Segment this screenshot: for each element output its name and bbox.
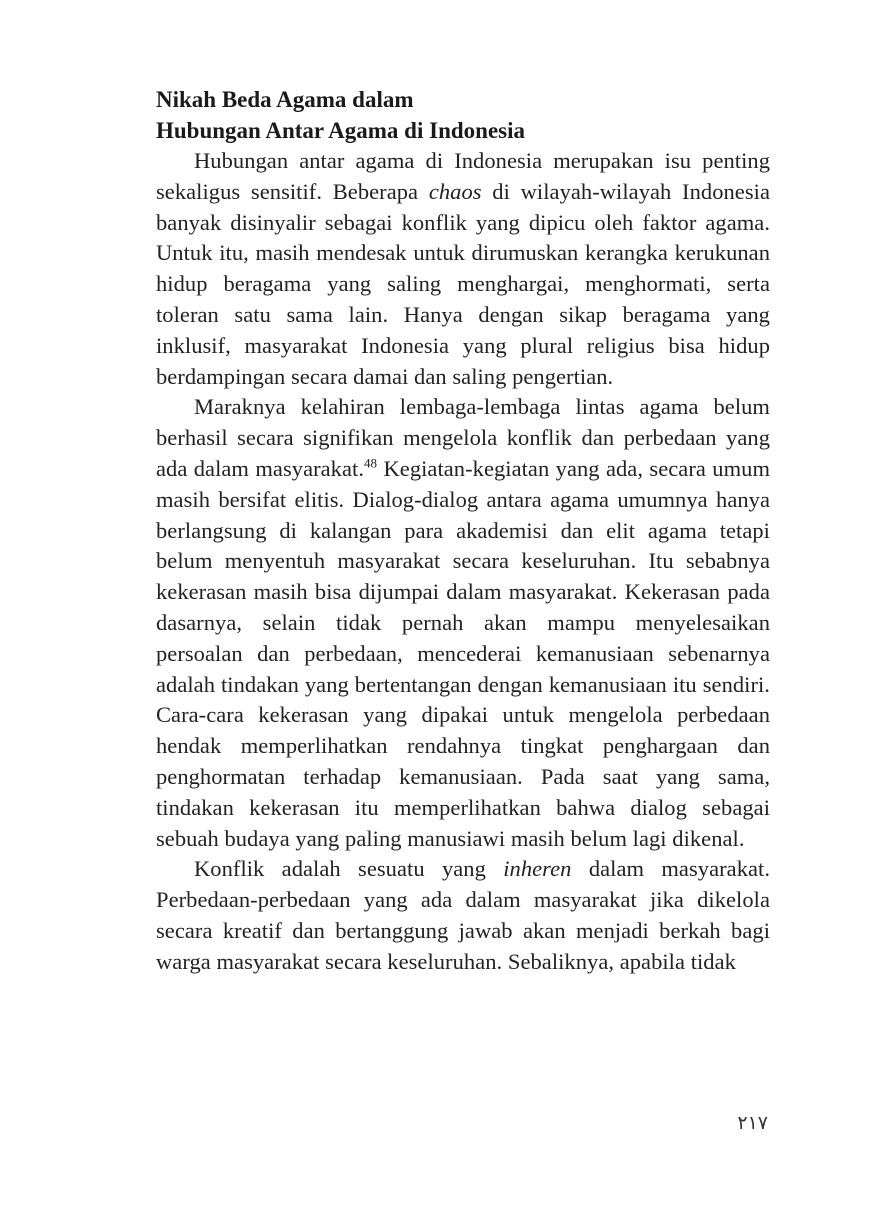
paragraph-1-text-b: di wilayah-wilayah Indonesia banyak disinyalir sebagai konflik yang dipicu oleh faktor agama. Untuk itu, masih mendesak untuk dirumuskan kerangka kerukunan hidup beragama yang saling menghargai, menghormati, serta toleran satu sama lain. Hanya dengan sikap beragama yang inklusif, masyarakat Indonesia yang plural religius bisa hidup berdampingan secara damai dan saling pengertian. xyxy=(156,178,770,389)
paragraph-3-text-a: Konflik adalah sesuatu yang xyxy=(194,856,504,882)
paragraph-1-italic-term: chaos xyxy=(428,178,482,204)
paragraph-2-text-a: Maraknya kelahiran lembaga-lembaga lintas agama belum berhasil secara signifikan mengelola konflik dan perbedaan yang ada dalam masyarakat. xyxy=(156,394,770,481)
paragraph-2 xyxy=(156,392,770,854)
paragraph-1 xyxy=(156,146,770,392)
paragraph-3-text-b: dalam masyarakat. Perbedaan-perbedaan yang ada dalam masyarakat jika dikelola secara kreatif dan bertanggung jawab akan menjadi berkah bagi warga masyarakat secara keseluruhan. Sebaliknya, apabila tidak xyxy=(156,856,771,974)
paragraph-3-italic-term: inheren xyxy=(503,856,572,882)
paragraph-2-text-b: Kegiatan-kegiatan yang ada, secara umum masih bersifat elitis. Dialog-dialog antara agama umumnya hanya berlangsung di kalangan para akademisi dan elit agama tetapi belum menyentuh masyarakat secara keseluruhan. Itu sebabnya kekerasan masih bisa dijumpai dalam masyarakat. Kekerasan pada dasarnya, selain tidak pernah akan mampu menyelesaikan persoalan dan perbedaan, mencederai kemanusiaan sebenarnya adalah tindakan yang bertentangan dengan kemanusiaan itu sendiri. Cara-cara kekerasan yang dipakai untuk mengelola perbedaan hendak memperlihatkan rendahnya tingkat penghargaan dan penghormatan terhadap kemanusiaan. Pada saat yang sama, tindakan kekerasan itu memperlihatkan bahwa dialog sebagai sebuah budaya yang paling manusiawi masih belum lagi dikenal. xyxy=(156,455,770,851)
page-content xyxy=(156,84,770,978)
paragraph-3 xyxy=(156,854,770,977)
footnote-marker[interactable]: 48 xyxy=(364,455,378,471)
section-heading-line-1: Nikah Beda Agama dalam xyxy=(156,87,414,112)
paragraph-1-text-a: Hubungan antar agama di Indonesia merupakan isu penting sekaligus sensitif. Beberapa xyxy=(156,148,770,204)
section-heading xyxy=(156,84,770,146)
section-heading-line-2: Hubungan Antar Agama di Indonesia xyxy=(156,118,525,143)
page-number: ٢١٧ xyxy=(737,1112,768,1134)
